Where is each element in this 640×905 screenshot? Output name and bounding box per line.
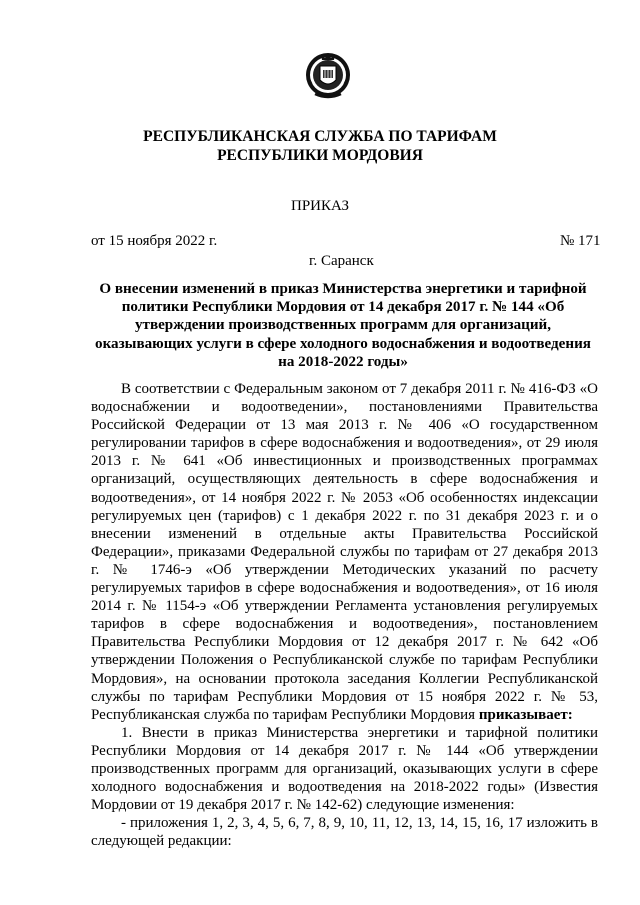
order-date: от 15 ноября 2022 г.: [91, 233, 218, 249]
organization-name-line2: РЕСПУБЛИКИ МОРДОВИЯ: [217, 147, 423, 164]
order-number: № 171: [560, 233, 601, 249]
clause-1-paragraph: 1. Внести в приказ Министерства энергетики и тарифной политики Республики Мордовия от 14 декабря 2017 г. № 144 «Об утверждении производственных программ для организаций, оказывающих услуги в сфере холодного водоснабжения и водоотведения на 2018-2022 годы» (Известия Мордовии от 19 декабря 2017 г. № 142-62) следующие изменения:: [91, 724, 598, 814]
order-body: [91, 380, 598, 850]
appendices-paragraph: - приложения 1, 2, 3, 4, 5, 6, 7, 8, 9, 10, 11, 12, 13, 14, 15, 16, 17 изложить в следующей редакции:: [91, 815, 598, 850]
preamble-text: В соответствии с Федеральным законом от 7 декабря 2011 г. № 416-ФЗ «О водоснабжении и водоотведении», постановлениями Правительства Российской Федерации от 13 мая 2013 г. № 406 «О государственном регулировании тарифов в сфере водоснабжения и водоотведения», от 29 июля 2013 г. № 641 «Об инвестиционных и производственных программах организаций, осуществляющих деятельность в сфере водоснабжения и водоотведения», от 14 ноября 2022 г. № 2053 «Об особенностях индексации регулируемых цен (тарифов) с 1 декабря 2022 г. по 31 декабря 2023 г. и о внесении изменений в отдельные акты Правительства Российской Федерации», приказами Федеральной службы по тарифам от 27 декабря 2013 г. № 1746-э «Об утверждении Методических указаний по расчету регулируемых тарифов в сфере водоснабжения и водоотведения», от 16 июля 2014 г. № 1154-э «Об утверждении Регламента установления регулируемых тарифов в сфере водоснабжения и водоотведения», постановлением Правительства Республики Мордовия от 12 декабря 2017 г. № 642 «Об утверждении Положения о Республиканской службе по тарифам Республики Мордовия», на основании протокола заседания Коллегии Республиканской службы по тарифам Республики Мордовия от 15 ноября 2022 г. № 53, Республиканская служба по тарифам Республики Мордовия: [91, 381, 598, 723]
order-city: г. Саранск: [309, 253, 374, 269]
document-type-title: ПРИКАЗ: [291, 198, 349, 214]
order-subject-heading: О внесении изменений в приказ Министерства энергетики и тарифной политики Республики Мордовия от 14 декабря 2017 г. № 144 «Об утверждении производственных программ для организаций, оказывающих услуги в сфере холодного водоснабжения и водоотведения на 2018-2022 годы»: [95, 281, 591, 370]
organization-name-line1: РЕСПУБЛИКАНСКАЯ СЛУЖБА ПО ТАРИФАМ: [143, 128, 497, 145]
preamble-paragraph: [91, 380, 598, 724]
orders-keyword: приказывает:: [478, 706, 573, 723]
mordovia-coat-of-arms-emblem: [303, 48, 353, 102]
